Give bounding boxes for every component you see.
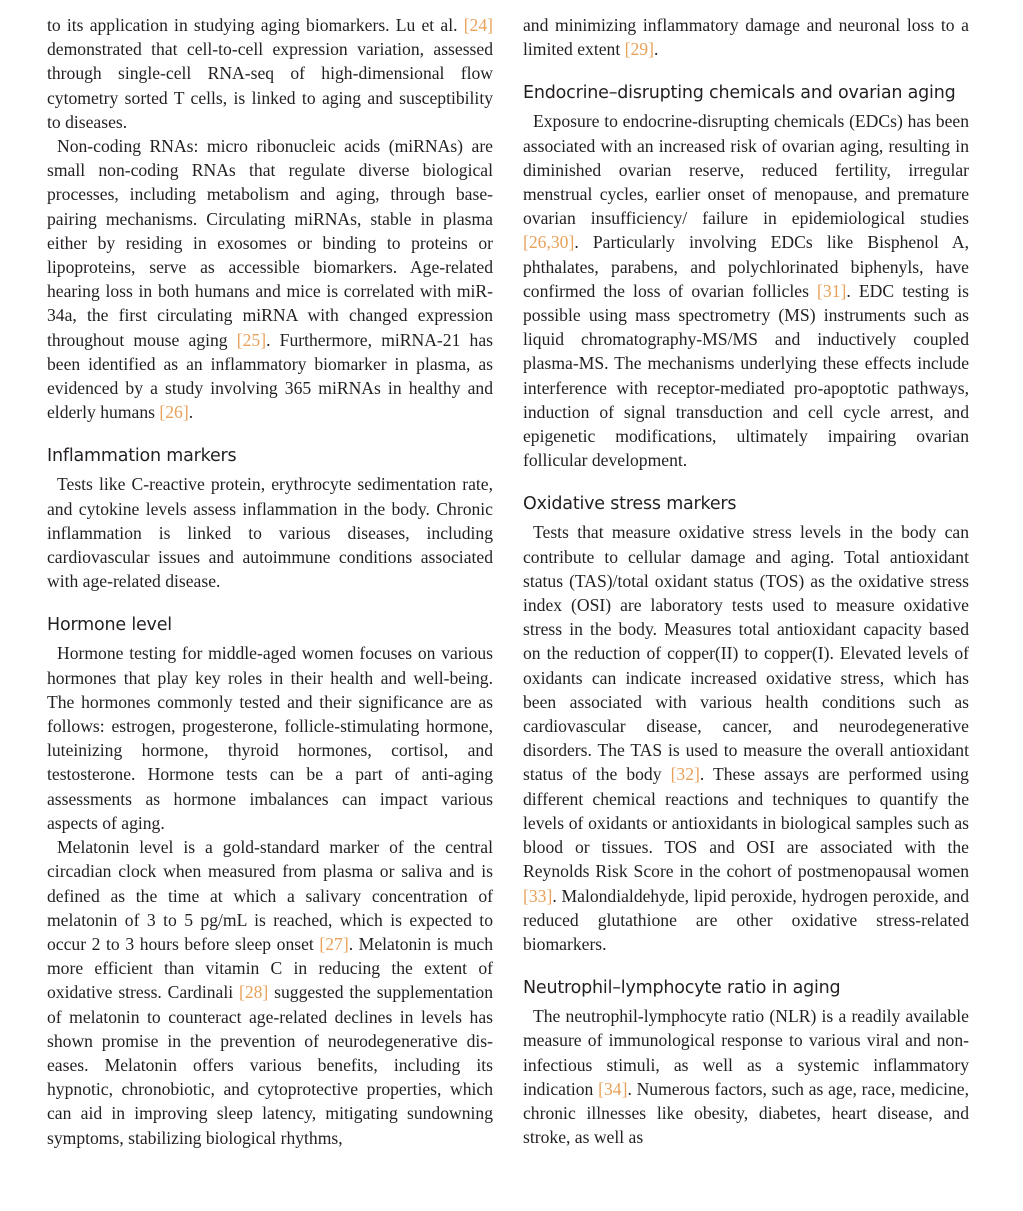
- citation-link-25[interactable]: [25]: [236, 329, 267, 350]
- text-run: The neutrophil-lymphocyte ratio (NLR) is a readily available measure of immunological response to various viral and non-infectious stimuli, as well as a systemic inflammatory indication: [523, 1006, 969, 1099]
- paragraph-single-cell-rnaseq: [47, 13, 493, 134]
- paragraph-inflammation: Tests like C-reactive protein, erythrocyte sedimentation rate, and cytokine levels assess inflammation in the body. Chronic inflammation is linked to various diseases, including cardiovascular issues and autoimmune conditions associated with age-related disease.: [47, 474, 493, 592]
- citation-link-26-30[interactable]: [26,30]: [523, 232, 575, 253]
- section-heading-nlr: Neutrophil–lymphocyte ratio in aging: [523, 978, 841, 999]
- section-heading-oxidative: Oxidative stress markers: [523, 494, 737, 515]
- text-run: Melatonin level is a gold-standard marker of the central circadian clock when measured from plasma or saliva and is defined as the time at which a salivary concentration of melatonin of 3 to 5 pg/mL is reached, which is expected to occur 2 to 3 hours before sleep onset: [47, 837, 493, 954]
- text-run: . Malondialdehyde, lipid peroxide, hydrogen peroxide, and reduced glutathione are other oxidative stress-related biomarkers.: [523, 885, 969, 954]
- text-run: . Particularly involving EDCs like Bisphenol A, phthalates, parabens, and polychlorinated biphenyls, have confirmed the loss of ovarian follicles: [523, 232, 969, 301]
- paragraph-hormone-testing: Hormone testing for middle-aged women focuses on various hormones that play key roles in their health and well-being. The hormones commonly tested and their significance are as follows: estrogen, progesterone, follicle-stimulating hormone, luteinizing hormone, thyroid hormones, cortisol, and testosterone. Hormone tests can be a part of anti-aging assessments as hormone imbalances can impact various aspects of aging.: [47, 643, 493, 833]
- text-run: Exposure to endocrine-disrupting chemicals (EDCs) has been associated with an increased risk of ovarian aging, resulting in diminished ovarian reserve, reduced fertility, irregular menstrual cycles, earlier onset of menopause, and premature ovarian insufficiency/ failure in epidemiological studies: [523, 111, 969, 229]
- text-run: . Furthermore, miRNA-21 has been identified as an inflammatory biomarker in plasma, as evidenced by a study involving 365 miRNAs in healthy and elderly humans: [47, 329, 493, 423]
- citation-link-26[interactable]: [26]: [159, 402, 189, 423]
- citation-link-31[interactable]: [31]: [817, 280, 847, 301]
- paragraph-nlr: [523, 1004, 969, 1149]
- text-run: .: [188, 402, 194, 423]
- text-run: .: [653, 39, 659, 60]
- paragraph-non-coding-rnas: [47, 134, 493, 424]
- text-run: Non-coding RNAs: micro ribonucleic acids (miRNAs) are small non-coding RNAs that regulate diverse biological processes, including metabolism and aging, through base-pairing mechanisms. Circulating miRNAs, stable in plasma either by residing in exosomes or binding to proteins or lipoproteins, serve as accessible biomarkers. Age-related hearing loss in both humans and mice is correlated with miR-34a, the first circulating miRNA with changed expression throughout mouse aging: [47, 136, 493, 350]
- citation-link-34[interactable]: [34]: [598, 1078, 628, 1099]
- paragraph-endocrine: [523, 109, 969, 472]
- text-run: Tests that measure oxidative stress levels in the body can contribute to cellular damage and aging. Total antioxidant status (TAS)/total oxidant status (TOS) as the oxidative stress index (OSI) are laboratory tests used to measure oxidative stress in the body. Measures total antioxidant capacity based on the reduction of copper(II) to copper(I). Elevated levels of oxidants can indicate increased oxidative stress, which has been associated with various health conditions such as cardiovascular disease, cancer, and neurodegenerative disorders. The TAS is used to measure the overall antioxidant status of the body: [523, 522, 969, 785]
- right-column: [523, 13, 969, 1149]
- left-column: [47, 13, 493, 1150]
- citation-link-24[interactable]: [24]: [463, 15, 493, 35]
- paragraph-melatonin-continued: [523, 13, 969, 61]
- text-run: . Numerous factors, such as age, race, medicine, chronic illnesses like obesity, diabetes, heart disease, and stroke, as well as: [523, 1078, 969, 1148]
- paragraph-melatonin: [47, 835, 493, 1150]
- section-heading-endocrine: Endocrine–disrupting chemicals and ovarian aging: [523, 83, 956, 104]
- citation-link-27[interactable]: [27]: [319, 933, 349, 954]
- text-run: suggested the supplementation of melatonin to counteract age-related declines in levels has shown promise in the prevention of neurodegenerative diseases. Melatonin offers various benefits, including its hypnotic, chronobiotic, and cytoprotective properties, which can aid in improving sleep latency, mitigating sundowning symptoms, stabilizing biological rhythms,: [47, 982, 493, 1148]
- section-heading-hormone: Hormone level: [47, 615, 172, 636]
- citation-link-33[interactable]: [33]: [523, 885, 553, 906]
- text-run: to its application in studying aging biomarkers. Lu et al.: [47, 15, 464, 35]
- text-run: and minimizing inflammatory damage and neuronal loss to a limited extent: [523, 15, 969, 60]
- citation-link-29[interactable]: [29]: [624, 39, 654, 60]
- text-run: demonstrated that cell-to-cell expression variation, assessed through single-cell RNA-seq of high-dimensional flow cytometry sorted T cells, is linked to aging and susceptibility to diseases.: [47, 39, 493, 132]
- section-heading-inflammation: Inflammation markers: [47, 446, 237, 467]
- text-run: . Melatonin is much more efficient than vitamin C in reducing the extent of oxidative stress. Cardinali: [47, 933, 493, 1003]
- citation-link-32[interactable]: [32]: [670, 764, 700, 785]
- paragraph-oxidative-stress: [523, 520, 969, 956]
- text-run: . EDC testing is possible using mass spectrometry (MS) instruments such as liquid chromatography-MS/MS and inductively coupled plasma-MS. The mechanisms underlying these effects include interference with receptor-mediated pro-apoptotic pathways, induction of signal transduction and cell cycle arrest, and epigenetic modifications, ultimately impairing ovarian follicular development.: [523, 280, 969, 471]
- text-run: . These assays are performed using different chemical reactions and techniques to quantify the levels of oxidants or antioxidants in biological samples such as blood or tissues. TOS and OSI are associated with the Reynolds Risk Score in the cohort of postmenopausal women: [523, 764, 969, 882]
- citation-link-28[interactable]: [28]: [238, 982, 269, 1003]
